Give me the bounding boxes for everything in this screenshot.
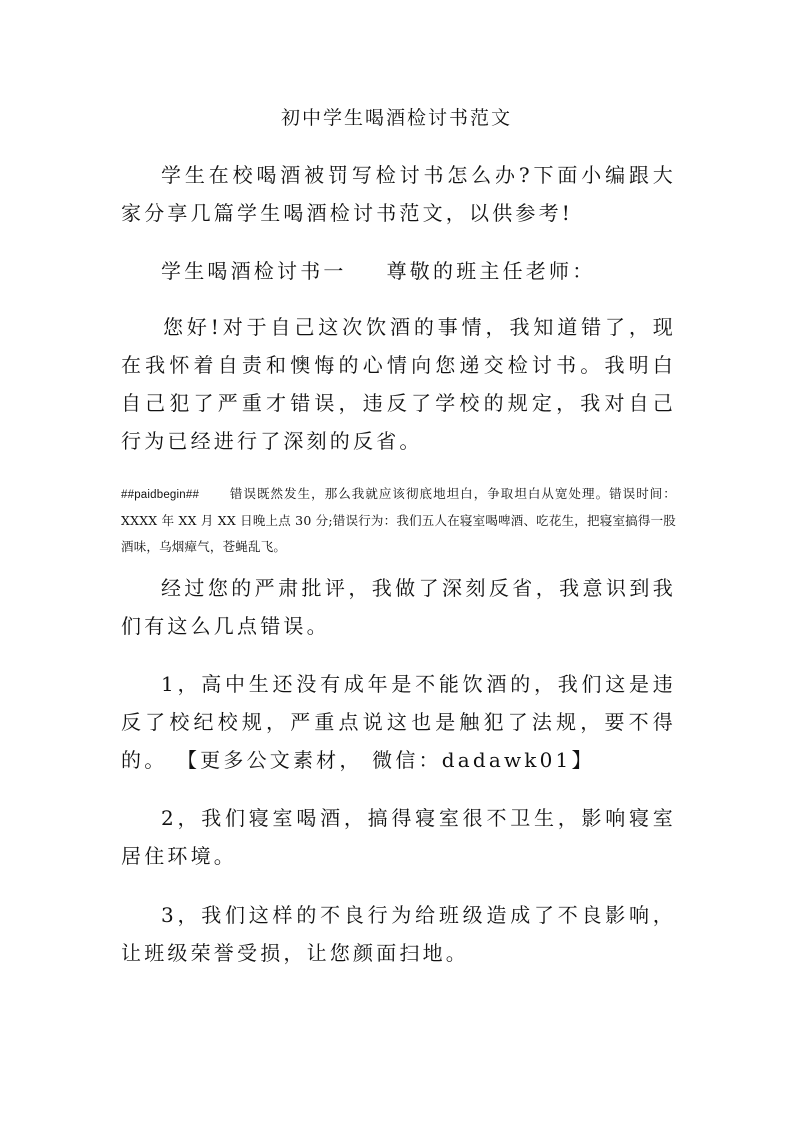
paragraph-reflection (121, 569, 676, 645)
point-3-paragraph (121, 896, 676, 972)
intro-text: 学生在校喝酒被罚写检讨书怎么办?下面小编跟大家分享几篇学生喝酒检讨书范文，以供参考! (121, 163, 676, 225)
paragraph-apology (121, 308, 676, 460)
paid-marker: ##paidbegin## (121, 489, 200, 501)
paragraph-1-text: 您好!对于自己这次饮酒的事情，我知道错了，现在我怀着自责和懊悔的心情向您递交检讨书。我明白自己犯了严重才错误，违反了学校的规定，我对自己行为已经进行了深刻的反省。 (121, 315, 676, 453)
point-2-text: 2，我们寝室喝酒，搞得寝室很不卫生，影响寝室居住环境。 (121, 806, 676, 868)
promo-text: 【更多公文素材， 微信：dadawk01】 (176, 748, 595, 772)
section-heading: 学生喝酒检讨书一 (161, 259, 347, 283)
intro-paragraph (121, 156, 676, 232)
salutation: 尊敬的班主任老师： (386, 259, 596, 283)
heading-line (121, 252, 676, 290)
point-1-text: 1，高中生还没有成年是不能饮酒的，我们这是违反了校纪校规，严重点说这也是触犯了法规，要不得的。 (121, 672, 676, 772)
point-3-text: 3，我们这样的不良行为给班级造成了不良影响，让班级荣誉受损，让您颜面扫地。 (121, 903, 676, 965)
paragraph-details (121, 481, 676, 560)
document-title: 初中学生喝酒检讨书范文 (280, 107, 512, 129)
point-1-paragraph (121, 665, 676, 779)
details-text: 错误既然发生，那么我就应该彻底地坦白，争取坦白从宽处理。错误时间：XXXX 年 XX 月 XX 日晚上点 30 分;错误行为：我们五人在寝室喝啤酒、吃花生，把寝室搞得一股酒味，乌烟瘴气，苍蝇乱飞。 (121, 486, 676, 554)
paragraph-2-text: 经过您的严肃批评，我做了深刻反省，我意识到我们有这么几点错误。 (121, 576, 676, 638)
point-2-paragraph (121, 799, 676, 875)
